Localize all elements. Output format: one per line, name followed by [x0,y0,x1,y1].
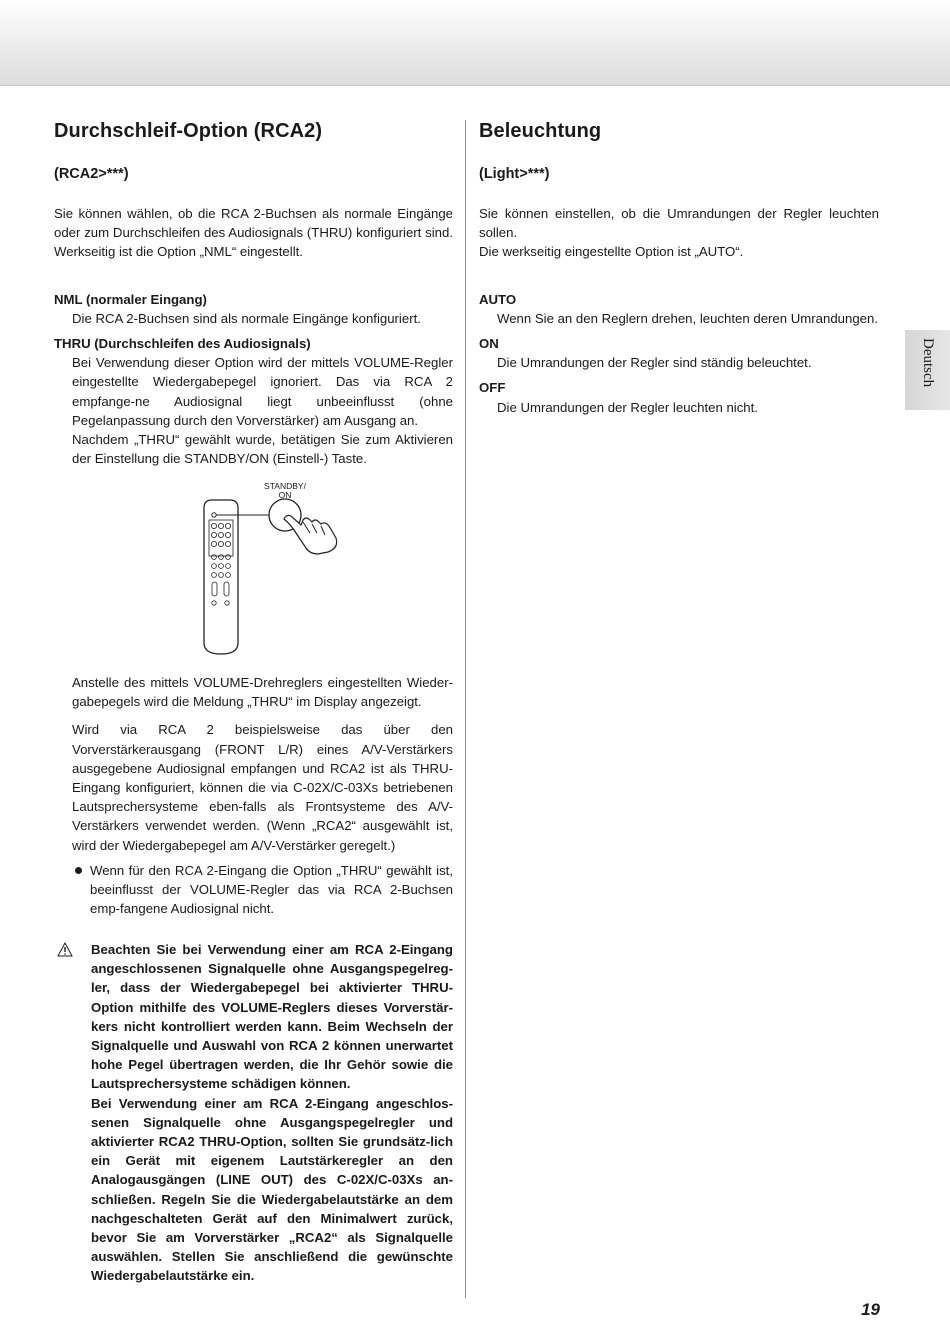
right-column [479,116,879,417]
paragraph-thru-display: Anstelle des mittels VOLUME-Drehreglers eingestellten Wieder-gabepegels wird die Meldung „THRU“ im Display angezeigt. [72,675,453,710]
remote-control-illustration [200,478,370,663]
column-divider [465,120,466,1298]
option-off [479,378,879,416]
intro-light-1: Sie können einstellen, ob die Umrandungen der Regler leuchten sollen. [479,206,879,241]
menu-code-light: (Light>***) [479,166,550,182]
option-desc: Bei Verwendung dieser Option wird der mittels VOLUME-Regler eingestellte Wiedergabepegel ignoriert. Das via RCA 2 empfange-ne Audiosignal liegt unbeeinflusst (ohne Pegelanpassung durch den Vorverstärker) am Ausgang an. [72,355,453,428]
warning-triangle-icon [57,942,73,957]
bullet-note [72,861,453,919]
warning-text-2: Bei Verwendung einer am RCA 2-Eingang angeschlos-senen Signalquelle ohne Ausgangspegelregler und aktivierter RCA2 THRU-Option, sollten Sie grundsätz-lich ein Gerät mit eigenem Lautstärkeregler an den Analogausgängen (LINE OUT) des C-02X/C-03Xs an-schließen. Regeln Sie die Wiedergabelautstärke an dem nachgeschalteten Gerät auf den Minimalwert zurück, bevor Sie am Vorverstärker „RCA2“ als Signalquelle auswählen. Stellen Sie anschließend die gewünschte Wiedergabelautstärke ein. [91,1095,453,1284]
warning-block [54,940,453,1286]
option-title: AUTO [479,291,517,307]
option-on [479,334,879,372]
option-thru [54,334,453,468]
intro-light-2: Die werkseitig eingestellte Option ist „AUTO“. [479,244,744,260]
language-tab [905,330,950,410]
left-column [54,116,453,468]
option-title: NML (normaler Eingang) [54,291,207,307]
option-title: THRU (Durchschleifen des Audiosignals) [54,336,311,352]
option-desc: Die Umrandungen der Regler sind ständig beleuchtet. [497,355,812,371]
standby-label: STANDBY/ ON [264,481,306,500]
option-nml [54,290,453,328]
option-title: ON [479,336,499,352]
body-block-thru [72,673,453,918]
option-desc-2: Nachdem „THRU“ gewählt wurde, betätigen Sie zum Aktivieren der Einstellung die STANDBY/ON (Einstell-) Taste. [72,432,453,467]
warning-text-1: Beachten Sie bei Verwendung einer am RCA 2-Eingang angeschlossenen Signalquelle ohne Ausgangspegelreg-ler, dass der Wiedergabepegel bei aktivierter THRU-Option mithilfe des VOLUME-Reglers dieses Vorverstär-kers nicht kontrolliert werden kann. Beim Wechseln der Signalquelle und Auswahl von RCA 2 können unerwartet hohe Pegel übertragen werden, die Ihr Gehör sowie die Lautsprechersysteme schädigen können. [91,942,453,1092]
header-band [0,0,950,86]
bullet-text: Wenn für den RCA 2-Eingang die Option „THRU“ gewählt ist, beeinflusst der VOLUME-Regler das via RCA 2-Buchsen emp-fangene Audiosignal nicht. [90,862,453,917]
paragraph-thru-example: Wird via RCA 2 beispielsweise das über den Vorverstärkerausgang (FRONT L/R) eines A/V-Verstärkers ausgegebene Audiosignal empfangen und RCA2 ist als THRU-Eingang konfiguriert, können die via C-02X/C-03Xs betriebenen Lautsprechersysteme eben-falls als Frontsysteme des A/V-Verstärkers verwendet werden. (Wenn „RCA2“ ausgewählt ist, wird der Wiedergabepegel am A/V-Verstärker geregelt.) [72,722,453,853]
option-desc: Die Umrandungen der Regler leuchten nicht. [497,399,758,415]
menu-code-rca2: (RCA2>***) [54,166,129,182]
option-desc: Wenn Sie an den Reglern drehen, leuchten deren Umrandungen. [497,310,878,326]
section-title-rca2: Durchschleif-Option (RCA2) [54,120,323,142]
remote-control-icon [200,478,370,663]
page-number: 19 [861,1300,880,1319]
bullet-icon [75,867,82,874]
intro-rca2: Sie können wählen, ob die RCA 2-Buchsen als normale Eingänge oder zum Durchschleifen des Audiosignals (THRU) konfiguriert sind. Werkseitig ist die Option „NML“ eingestellt. [54,206,453,260]
option-list-light [479,290,879,417]
option-desc: Die RCA 2-Buchsen sind als normale Eingänge konfiguriert. [72,310,421,326]
option-list-rca2 [54,290,453,469]
option-title: OFF [479,380,506,396]
language-tab-label: Deutsch [920,338,936,388]
option-auto [479,290,879,328]
section-title-light: Beleuchtung [479,120,602,142]
